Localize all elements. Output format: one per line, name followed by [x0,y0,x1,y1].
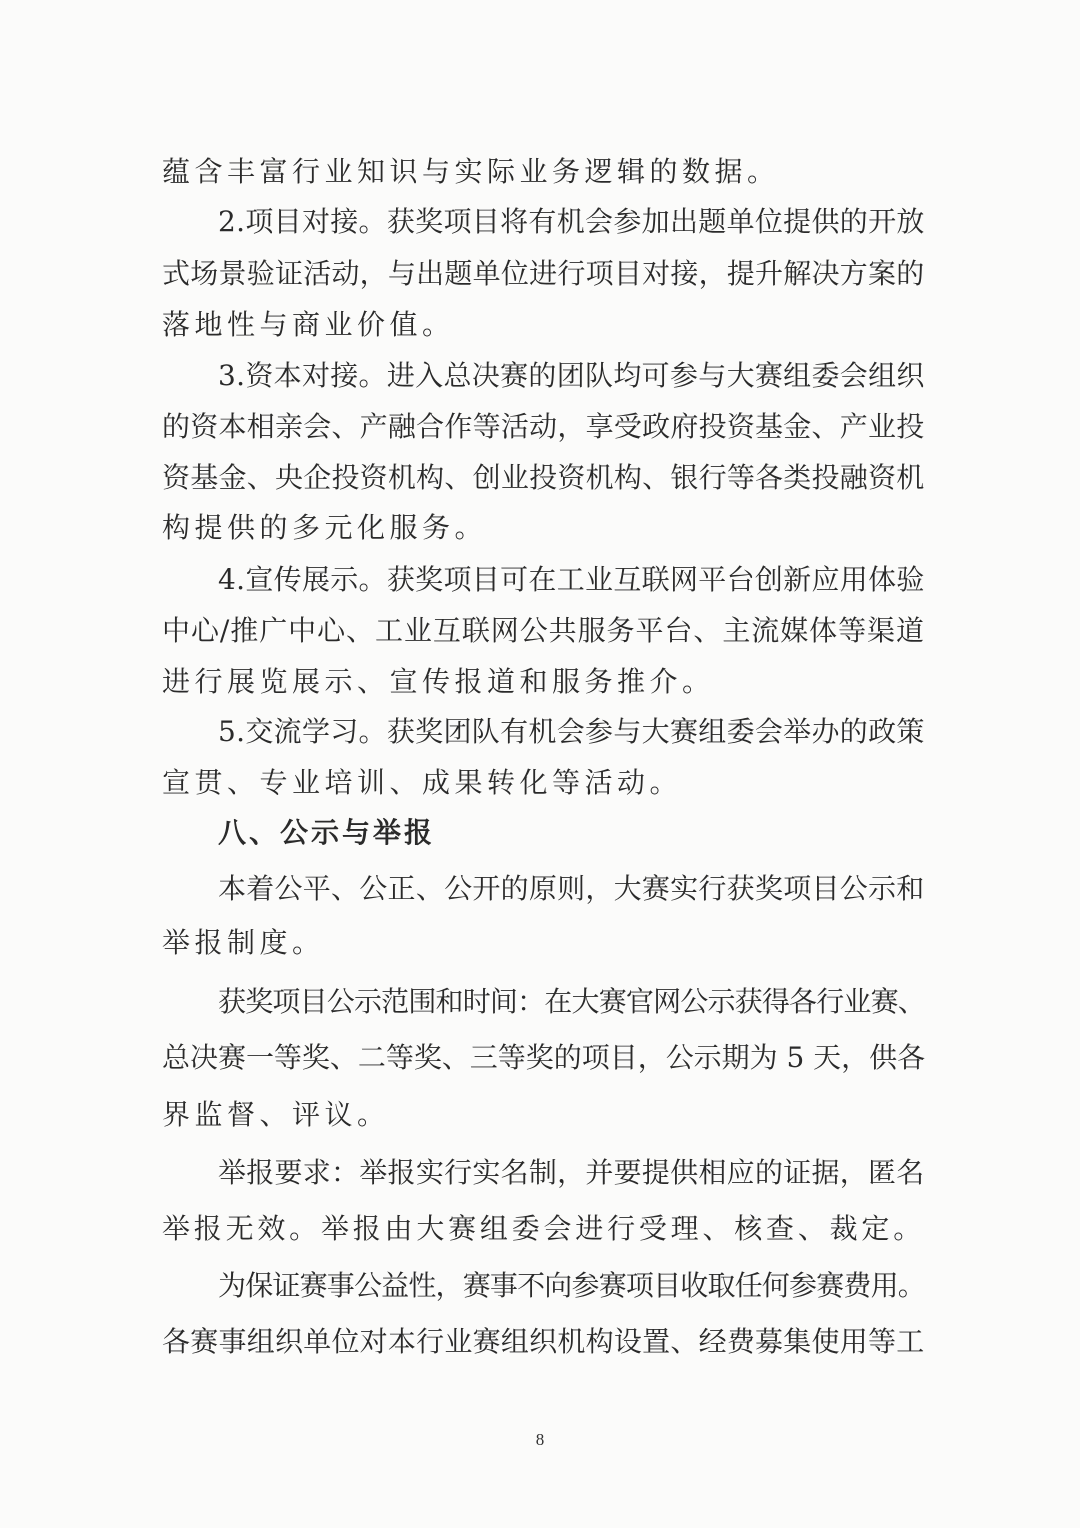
text-line: 资基金、央企投资机构、创业投资机构、银行等各类投融资机 [162,461,925,494]
text-line: 3.资本对接。进入总决赛的团队均可参与大赛组委会组织 [218,359,925,392]
text-line: 界监督、评议。 [162,1098,390,1131]
page-number: 8 [535,1430,545,1449]
text-line: 宣贯、专业培训、成果转化等活动。 [162,766,683,799]
text-line: 为保证赛事公益性，赛事不向参赛项目收取任何参赛费用。 [218,1269,926,1302]
text-line: 的资本相亲会、产融合作等活动，享受政府投资基金、产业投 [162,410,925,443]
text-line: 举报制度。 [162,926,325,959]
text-line: 4.宣传展示。获奖项目可在工业互联网平台创新应用体验 [218,563,925,596]
text-line: 5.交流学习。获奖团队有机会参与大赛组委会举办的政策 [218,715,925,748]
text-line: 中心/推广中心、工业互联网公共服务平台、主流媒体等渠道 [162,614,925,647]
text-line: 总决赛一等奖、二等奖、三等奖的项目，公示期为 5 天，供各 [162,1041,926,1074]
text-line: 本着公平、公正、公开的原则，大赛实行获奖项目公示和 [218,872,925,905]
text-line: 蕴含丰富行业知识与实际业务逻辑的数据。 [162,155,780,188]
section-heading: 八、公示与举报 [218,816,436,849]
text-line: 举报要求：举报实行实名制，并要提供相应的证据，匿名 [218,1156,925,1189]
text-line: 构提供的多元化服务。 [162,511,488,544]
text-line: 获奖项目公示范围和时间：在大赛官网公示获得各行业赛、 [218,985,926,1018]
text-line: 2.项目对接。获奖项目将有机会参加出题单位提供的开放 [218,205,925,238]
text-line: 进行展览展示、宣传报道和服务推介。 [162,665,715,698]
text-line: 举报无效。举报由大赛组委会进行受理、核查、裁定。 [162,1212,926,1245]
text-line: 各赛事组织单位对本行业赛组织机构设置、经费募集使用等工 [162,1325,925,1358]
text-line: 式场景验证活动，与出题单位进行项目对接，提升解决方案的 [162,257,925,290]
text-line: 落地性与商业价值。 [162,308,455,341]
